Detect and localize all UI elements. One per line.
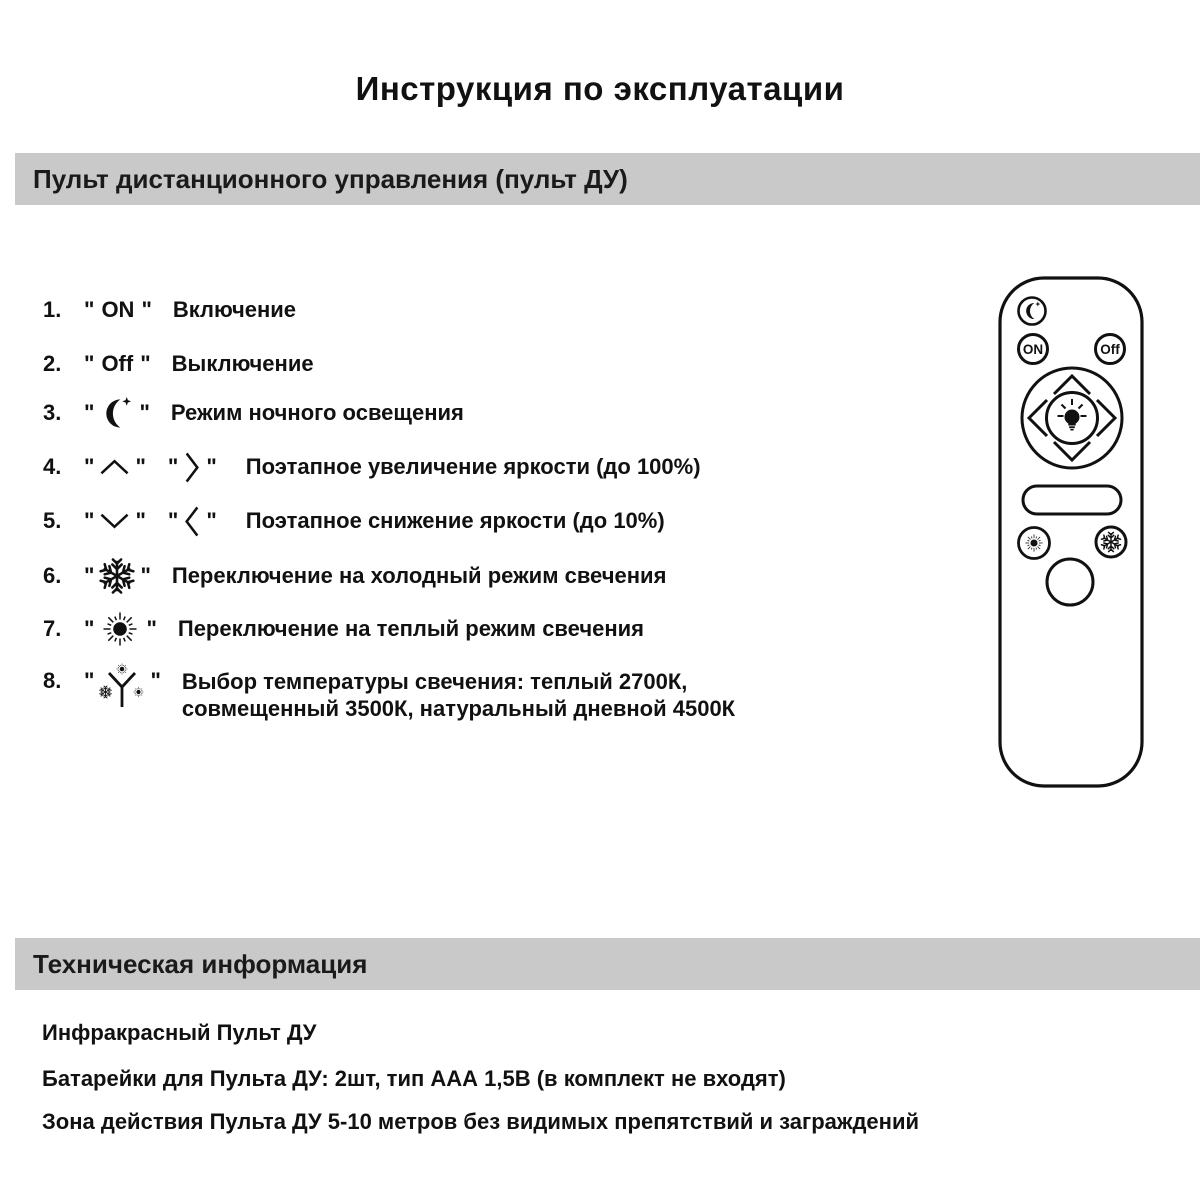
section-header-tech <box>15 938 1200 990</box>
remote-off-label: Off <box>1100 342 1120 357</box>
quote-mark: " <box>141 297 152 322</box>
quote-mark: " <box>84 351 95 376</box>
item-number: 8. <box>43 668 62 693</box>
chevron-down-icon <box>99 512 130 530</box>
list-item-temperature-select <box>43 656 735 736</box>
quote-mark: " <box>150 668 161 693</box>
remote-control-illustration <box>998 276 1144 788</box>
chevron-up-icon <box>99 458 130 476</box>
section-header-remote <box>15 153 1200 205</box>
quote-mark: " <box>84 616 95 641</box>
quote-mark: " <box>84 400 95 425</box>
snowflake-icon <box>99 558 135 594</box>
quote-mark: " <box>84 668 95 693</box>
remote-on-label: ON <box>1022 342 1044 357</box>
item-text: Переключение на холодный режим свечения <box>171 563 667 588</box>
item-text-line1: Выбор температуры свечения: теплый 2700К, <box>181 669 688 694</box>
chevron-right-icon <box>183 451 201 484</box>
item-number: 3. <box>43 400 62 425</box>
item-text: Переключение на теплый режим свечения <box>177 616 645 641</box>
item-number: 5. <box>43 508 62 533</box>
list-item-on <box>43 288 296 332</box>
list-item-brightness-down <box>43 499 665 543</box>
item-number: 6. <box>43 563 62 588</box>
quote-mark: " <box>206 508 217 533</box>
off-button-label: Off <box>101 351 134 376</box>
quote-mark: " <box>84 563 95 588</box>
quote-mark: " <box>139 400 150 425</box>
quote-mark: " <box>140 351 151 376</box>
list-item-brightness-up <box>43 445 701 489</box>
tech-line-range: Зона действия Пульта ДУ 5-10 метров без видимых препятствий и заграждений <box>42 1109 920 1134</box>
quote-mark: " <box>206 454 217 479</box>
chevron-left-icon <box>183 505 201 538</box>
item-text: Включение <box>172 297 297 322</box>
list-item-warm-mode <box>43 607 644 651</box>
tech-line-remote-type: Инфракрасный Пульт ДУ <box>42 1020 317 1045</box>
list-item-off <box>43 342 314 386</box>
on-button-label: ON <box>101 297 135 322</box>
item-text-line2: совмещенный 3500К, натуральный дневной 4500К <box>181 696 736 721</box>
item-number: 4. <box>43 454 62 479</box>
quote-mark: " <box>84 297 95 322</box>
quote-mark: " <box>135 454 146 479</box>
item-number: 7. <box>43 616 62 641</box>
page-title: Инструкция по эксплуатации <box>355 70 845 107</box>
moon-icon <box>99 396 134 431</box>
tech-line-batteries: Батарейки для Пульта ДУ: 2шт, тип ААА 1,5В (в комплект не входят) <box>42 1066 786 1091</box>
sun-icon <box>1025 534 1042 551</box>
item-number: 1. <box>43 297 62 322</box>
quote-mark: " <box>84 454 95 479</box>
item-text-lines <box>182 656 735 722</box>
quote-mark: " <box>146 616 157 641</box>
sun-icon <box>99 608 141 650</box>
quote-mark: " <box>167 508 179 533</box>
quote-mark: " <box>140 563 151 588</box>
list-item-cold-mode <box>43 554 666 598</box>
quote-mark: " <box>167 454 179 479</box>
list-item-night-mode <box>43 391 464 435</box>
item-text: Выключение <box>171 351 314 376</box>
section-header-remote-label: Пульт дистанционного управления (пульт ДУ) <box>33 163 628 194</box>
item-text: Поэтапное увеличение яркости (до 100%) <box>245 454 701 479</box>
section-header-tech-label: Техническая информация <box>33 948 368 979</box>
item-number: 2. <box>43 351 62 376</box>
temperature-select-icon <box>99 662 145 710</box>
item-text: Поэтапное снижение яркости (до 10%) <box>245 508 665 533</box>
quote-mark: " <box>84 508 95 533</box>
item-text: Режим ночного освещения <box>170 400 464 425</box>
quote-mark: " <box>135 508 146 533</box>
